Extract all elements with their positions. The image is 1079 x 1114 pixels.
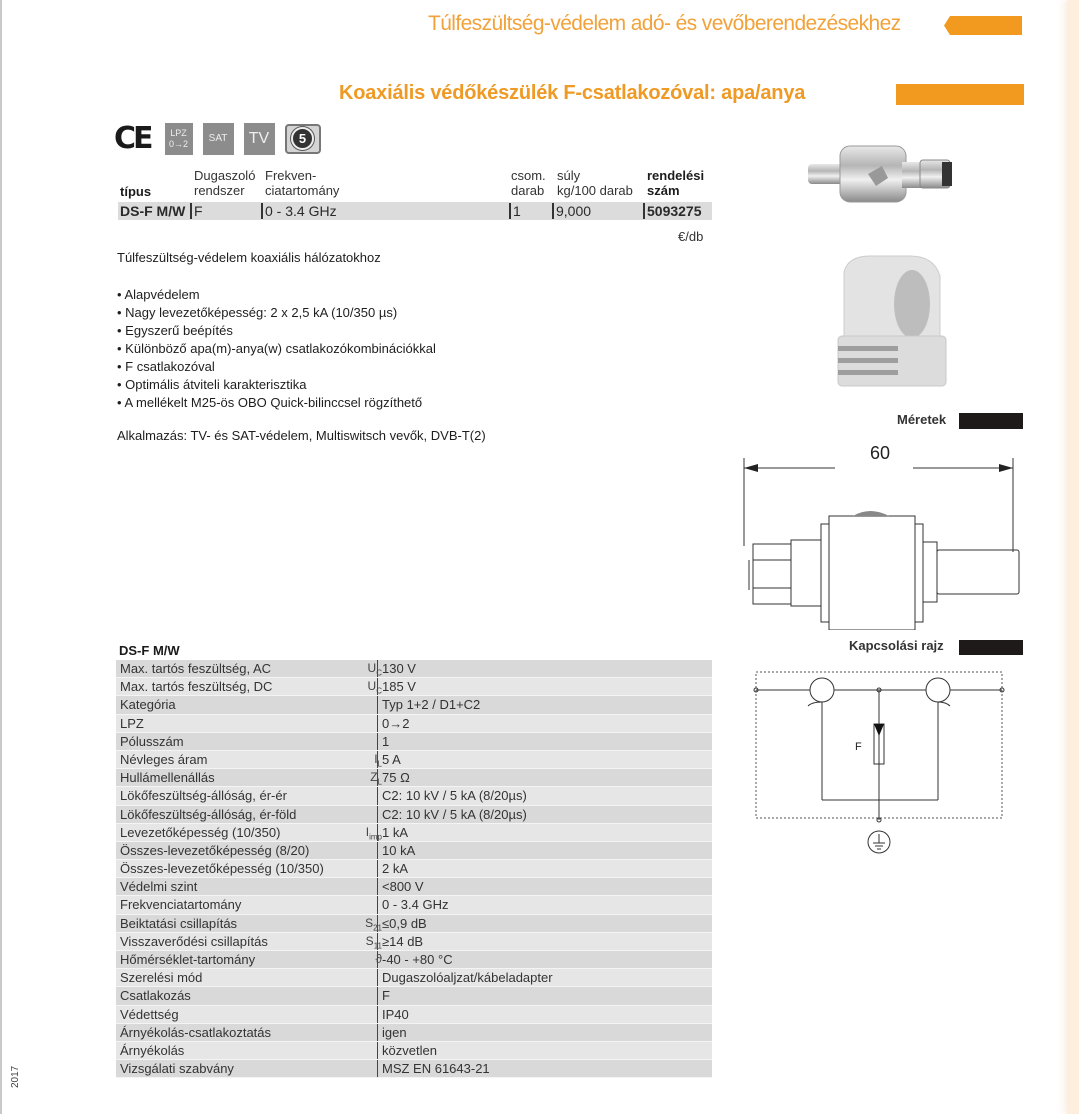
spec-key: Védettség bbox=[120, 1006, 179, 1022]
spec-row bbox=[116, 824, 712, 842]
spec-key: Lökőfeszültség-állóság, ér-föld bbox=[120, 806, 297, 822]
spec-key: Árnyékolás-csatlakoztatás bbox=[120, 1024, 272, 1040]
year-mark: 2017 bbox=[10, 1065, 21, 1088]
order-header-weight-line2: kg/100 darab bbox=[557, 183, 633, 198]
order-table-row bbox=[118, 202, 712, 220]
section-title: Túlfeszültség-védelem adó- és vevőberendezésekhez bbox=[428, 12, 901, 35]
spec-row bbox=[116, 715, 712, 733]
feature-item: • Alapvédelem bbox=[117, 286, 436, 304]
spec-key: Lökőfeszültség-állóság, ér-ér bbox=[120, 788, 287, 804]
spec-key: Szerelési mód bbox=[120, 970, 203, 986]
section-tab-marker bbox=[944, 16, 1022, 35]
spec-row bbox=[116, 696, 712, 714]
order-header-pack-line2: darab bbox=[511, 183, 545, 198]
spec-symbol-main: S bbox=[365, 933, 374, 948]
circuit-diagram bbox=[750, 664, 1010, 864]
order-header-plug-line1: Dugaszoló bbox=[194, 168, 256, 183]
order-header-weight bbox=[557, 168, 633, 198]
order-header-pack bbox=[511, 168, 546, 198]
spec-row bbox=[116, 878, 712, 896]
spec-key: LPZ bbox=[120, 715, 144, 731]
order-header-type: típus bbox=[120, 184, 152, 199]
spec-key: Hullámellenállás bbox=[120, 770, 215, 786]
spec-row bbox=[116, 915, 712, 933]
feature-item: • Optimális átviteli karakterisztika bbox=[117, 376, 436, 394]
spec-key: Pólusszám bbox=[120, 733, 184, 749]
product-title: Koaxiális védőkészülék F-csatlakozóval: apa/anya bbox=[339, 82, 806, 104]
spec-symbol-main: I bbox=[365, 824, 370, 839]
order-header-order-line1: rendelési bbox=[647, 168, 705, 183]
spec-symbol-sub: C bbox=[376, 668, 382, 678]
spec-key: Visszaverődési csillapítás bbox=[120, 933, 268, 949]
rating-value: 5 bbox=[291, 127, 314, 150]
feature-item: • A mellékelt M25-ös OBO Quick-bilinccsel rögzíthető bbox=[117, 394, 436, 412]
sat-badge-icon: SAT bbox=[203, 123, 234, 155]
spec-key: Beiktatási csillapítás bbox=[120, 915, 238, 931]
product-title-marker bbox=[896, 84, 1024, 105]
order-header-plug-line2: rendszer bbox=[194, 183, 245, 198]
lpz-badge-line2: 0→2 bbox=[169, 138, 189, 149]
circuit-component-label: F bbox=[855, 741, 862, 753]
dimensions-label-bar bbox=[959, 413, 1023, 429]
spec-value: 130 V bbox=[377, 660, 416, 677]
spec-row bbox=[116, 842, 712, 860]
spec-value: 0 - 3.4 GHz bbox=[377, 896, 448, 913]
application-text: Alkalmazás: TV- és SAT-védelem, Multiswitsch vevők, DVB-T(2) bbox=[117, 428, 486, 443]
certification-badges bbox=[114, 121, 321, 156]
spec-value: igen bbox=[377, 1024, 407, 1041]
lpz-badge-line1: LPZ bbox=[170, 127, 187, 138]
spec-value: Typ 1+2 / D1+C2 bbox=[377, 696, 480, 713]
spec-key: Névleges áram bbox=[120, 751, 208, 767]
spec-value: 5 A bbox=[377, 751, 401, 768]
order-number: 5093275 bbox=[643, 203, 702, 219]
spec-value: MSZ EN 61643-21 bbox=[377, 1060, 490, 1077]
spec-row bbox=[116, 896, 712, 914]
spec-value: C2: 10 kV / 5 kA (8/20µs) bbox=[377, 806, 527, 823]
spec-key: Frekvenciatartomány bbox=[120, 897, 242, 913]
order-header-freq-line1: Frekven- bbox=[265, 168, 317, 183]
circuit-diagram-label-bar bbox=[959, 640, 1023, 655]
order-header-order-line2: szám bbox=[647, 183, 680, 198]
order-header-plug bbox=[194, 168, 255, 198]
spec-row bbox=[116, 806, 712, 824]
spec-symbol-main: ϑ bbox=[375, 952, 382, 966]
product-description: Túlfeszültség-védelem koaxiális hálózatokhoz bbox=[117, 250, 381, 265]
spec-key: Összes-levezetőképesség (10/350) bbox=[120, 861, 324, 877]
feature-item: • F csatlakozóval bbox=[117, 358, 436, 376]
spec-key: Max. tartós feszültség, AC bbox=[120, 661, 272, 676]
page-edge bbox=[0, 0, 2, 1114]
dimension-length: 60 bbox=[869, 443, 891, 463]
feature-item: • Nagy levezetőképesség: 2 x 2,5 kA (10/350 µs) bbox=[117, 304, 436, 322]
spec-key: Vizsgálati szabvány bbox=[120, 1061, 234, 1077]
spec-symbol-sub: 11 bbox=[373, 941, 382, 951]
rating-5-badge-icon bbox=[285, 124, 321, 154]
order-header-order-number bbox=[647, 168, 704, 198]
page-side-strip bbox=[1067, 0, 1079, 1114]
dimensions-label: Méretek bbox=[897, 412, 947, 427]
spec-symbol-sub: L bbox=[377, 777, 382, 787]
spec-value: 1 bbox=[377, 733, 389, 750]
spec-row bbox=[116, 969, 712, 987]
spec-table-title: DS-F M/W bbox=[119, 643, 180, 658]
lpz-badge-icon bbox=[165, 123, 193, 155]
spec-value: Dugaszolóaljzat/kábeladapter bbox=[377, 969, 553, 986]
spec-value: 0→2 bbox=[377, 715, 409, 732]
spec-value: 1 kA bbox=[377, 824, 408, 841]
price-unit: €/db bbox=[678, 229, 704, 244]
spec-row bbox=[116, 660, 712, 678]
spec-symbol-main: S bbox=[365, 915, 374, 930]
spec-value: 2 kA bbox=[377, 860, 408, 877]
spec-row bbox=[116, 678, 712, 696]
spec-value: F bbox=[377, 987, 390, 1004]
spec-symbol-sub: 21 bbox=[373, 923, 382, 933]
spec-value: IP40 bbox=[377, 1006, 409, 1023]
spec-key: Védelmi szint bbox=[120, 879, 198, 895]
order-header-weight-line1: súly bbox=[557, 168, 581, 183]
spec-symbol-main: Z bbox=[370, 770, 378, 785]
spec-row bbox=[116, 987, 712, 1005]
order-weight: 9,000 bbox=[552, 203, 591, 219]
spec-key: Kategória bbox=[120, 697, 176, 713]
order-header-pack-line1: csom. bbox=[511, 168, 546, 183]
spec-key: Levezetőképesség (10/350) bbox=[120, 824, 281, 840]
spec-value: 185 V bbox=[377, 678, 416, 695]
order-plug: F bbox=[190, 203, 203, 219]
dimension-drawing bbox=[735, 440, 1025, 630]
spec-key: Csatlakozás bbox=[120, 988, 191, 1004]
spec-symbol-main: I bbox=[374, 751, 378, 766]
spec-row bbox=[116, 1042, 712, 1060]
feature-item: • Különböző apa(m)-anya(w) csatlakozókombinációkkal bbox=[117, 340, 436, 358]
spec-value: ≤0,9 dB bbox=[377, 915, 427, 932]
quick-clip-photo bbox=[830, 252, 948, 390]
spec-row bbox=[116, 1006, 712, 1024]
spec-symbol-sub: L bbox=[377, 759, 382, 769]
spec-row bbox=[116, 1024, 712, 1042]
spec-value: -40 - +80 °C bbox=[377, 951, 453, 968]
spec-table bbox=[116, 660, 712, 1078]
order-header-freq-line2: ciatartomány bbox=[265, 183, 340, 198]
spec-key: Max. tartós feszültség, DC bbox=[120, 679, 273, 695]
order-pack: 1 bbox=[509, 203, 521, 219]
product-photo bbox=[806, 138, 956, 208]
order-freq: 0 - 3.4 GHz bbox=[261, 203, 337, 219]
feature-item: • Egyszerű beépítés bbox=[117, 322, 436, 340]
spec-value: C2: 10 kV / 5 kA (8/20µs) bbox=[377, 787, 527, 804]
spec-symbol-sub: imp bbox=[369, 832, 382, 842]
spec-symbol-main: U bbox=[367, 679, 377, 694]
spec-row bbox=[116, 769, 712, 787]
spec-value: 75 Ω bbox=[377, 769, 410, 786]
spec-key: Árnyékolás bbox=[120, 1042, 185, 1058]
spec-row bbox=[116, 860, 712, 878]
feature-list bbox=[117, 286, 436, 412]
spec-row bbox=[116, 787, 712, 805]
tv-badge-icon: TV bbox=[244, 123, 275, 155]
spec-value: <800 V bbox=[377, 878, 424, 895]
spec-symbol-sub: C bbox=[376, 686, 382, 696]
spec-row bbox=[116, 933, 712, 951]
spec-row bbox=[116, 1060, 712, 1078]
spec-value: közvetlen bbox=[377, 1042, 437, 1059]
order-header-freq bbox=[265, 168, 339, 198]
spec-key: Összes-levezetőképesség (8/20) bbox=[120, 842, 310, 858]
spec-row bbox=[116, 951, 712, 969]
spec-row bbox=[116, 751, 712, 769]
ce-mark-icon: CE bbox=[114, 121, 151, 156]
spec-value: ≥14 dB bbox=[377, 933, 423, 950]
spec-key: Hőmérséklet-tartomány bbox=[120, 952, 256, 967]
circuit-diagram-label: Kapcsolási rajz bbox=[849, 638, 944, 653]
order-type: DS-F M/W bbox=[120, 203, 186, 219]
spec-value: 10 kA bbox=[377, 842, 415, 859]
spec-row bbox=[116, 733, 712, 751]
spec-symbol-main: U bbox=[367, 661, 377, 675]
